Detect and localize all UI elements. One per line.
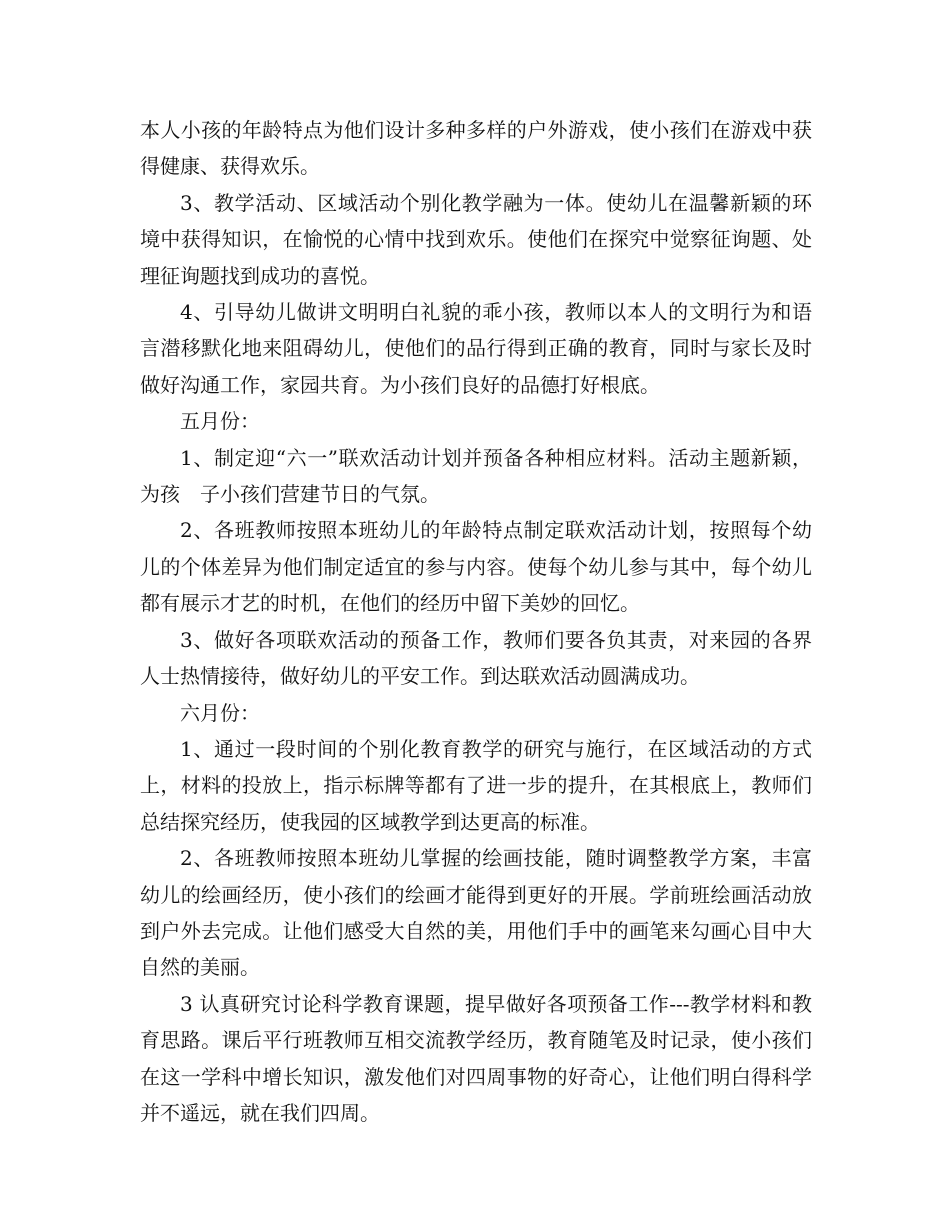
section-heading-june: 六月份：	[180, 700, 260, 725]
paragraph-may-item-1: 1、制定迎“六一”联欢活动计划并预备各种相应材料。活动主题新颖，为孩 子小孩们营建节日的气氛。	[140, 445, 812, 507]
document-page	[140, 112, 812, 1131]
paragraph-may-item-2: 2、各班教师按照本班幼儿的年龄特点制定联欢活动计划，按照每个幼儿的个体差异为他们制定适宜的参与内容。使每个幼儿参与其中，每个幼儿都有展示才艺的时机，在他们的经历中留下美妙的回忆。	[140, 518, 812, 616]
paragraph-june-item-1: 1、通过一段时间的个别化教育教学的研究与施行，在区域活动的方式上，材料的投放上，指示标牌等都有了进一步的提升，在其根底上，教师们总结探究经历，使我园的区域教学到达更高的标准。	[140, 736, 812, 834]
paragraph-june-item-2: 2、各班教师按照本班幼儿掌握的绘画技能，随时调整教学方案，丰富幼儿的绘画经历，使小孩们的绘画才能得到更好的开展。学前班绘画活动放到户外去完成。让他们感受大自然的美，用他们手中的画笔来勾画心目中大自然的美丽。	[140, 846, 812, 980]
paragraph-continuation: 本人小孩的年龄特点为他们设计多种多样的户外游戏，使小孩们在游戏中获得健康、获得欢乐。	[140, 118, 812, 179]
paragraph-may-item-3: 3、做好各项联欢活动的预备工作，教师们要各负其责，对来园的各界人士热情接待，做好幼儿的平安工作。到达联欢活动圆满成功。	[140, 627, 812, 689]
paragraph-april-item-4: 4、引导幼儿做讲文明明白礼貌的乖小孩，教师以本人的文明行为和语言潜移默化地来阻碍幼儿，使他们的品行得到正确的教育，同时与家长及时做好沟通工作，家园共育。为小孩们良好的品德打好根底。	[140, 300, 812, 397]
paragraph-june-item-3: 3 认真研究讨论科学教育课题，提早做好各项预备工作---教学材料和教育思路。课后平行班教师互相交流教学经历，教育随笔及时记录，使小孩们在这一学科中增长知识，激发他们对四周事物的好奇心，让他们明白得科学并不遥远，就在我们四周。	[140, 991, 812, 1125]
paragraph-april-item-3: 3、教学活动、区域活动个别化教学融为一体。使幼儿在温馨新颖的环境中获得知识，在愉悦的心情中找到欢乐。使他们在探究中觉察征询题、处理征询题找到成功的喜悦。	[140, 190, 812, 288]
section-heading-may: 五月份：	[180, 409, 260, 434]
